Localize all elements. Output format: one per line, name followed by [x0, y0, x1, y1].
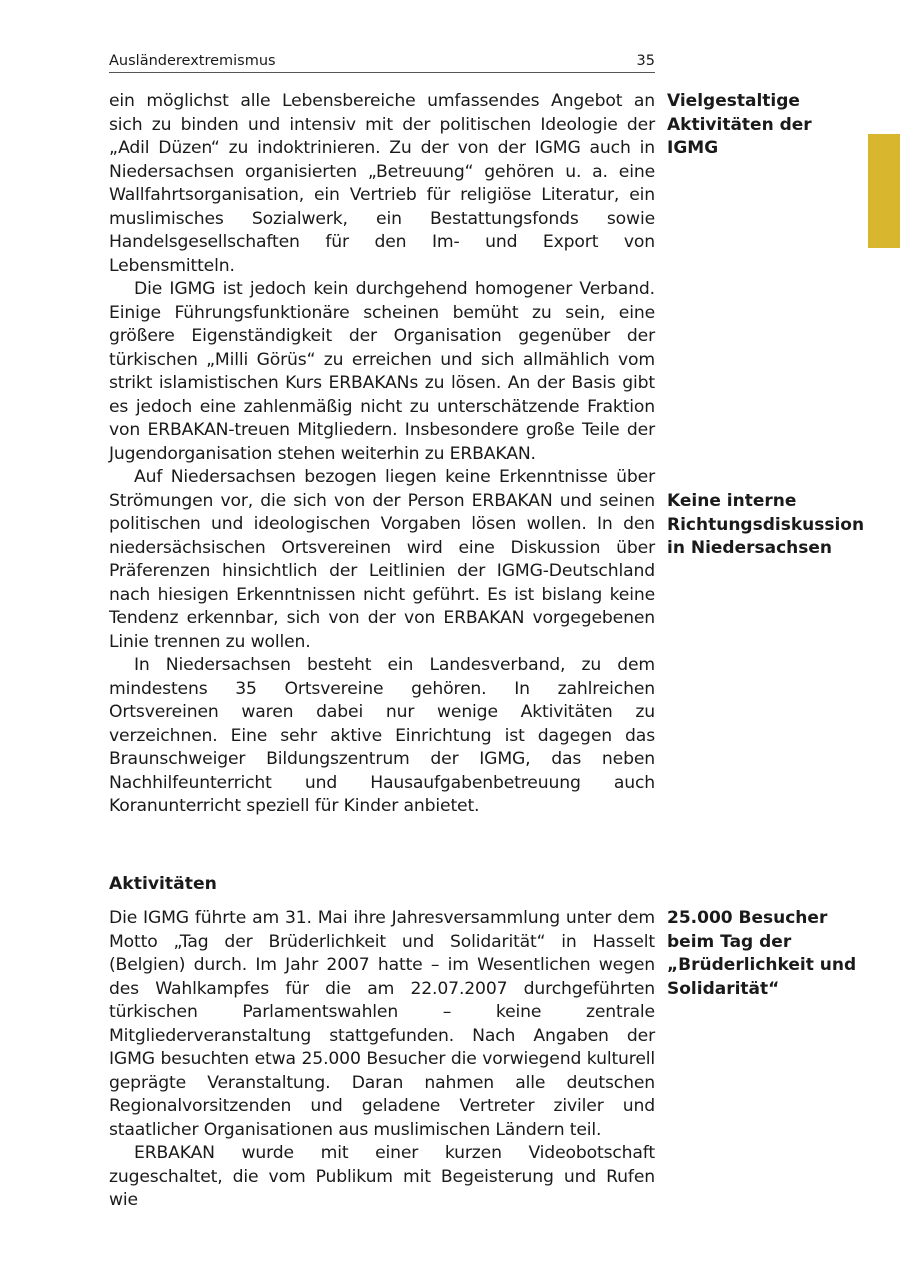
- margin-note-line: Keine interne: [667, 491, 797, 511]
- paragraph: Auf Niedersachsen bezogen liegen keine Erkenntnisse über Strömungen vor, die sich von der Person ERBAKAN und seinen politischen und ideologischen Vorgaben lösen wollen. In den niedersächsischen Ortsvereinen wird eine Diskussion über Präferenzen hinsichtlich der Leitlinien der IGMG-Deutschland nach hiesigen Erkenntnissen nicht geführt. Es ist bislang keine Tendenz erkennbar, sich von der von ERBAKAN vorgegebenen Linie trennen zu wollen.: [109, 467, 655, 652]
- text-block-1: [109, 90, 655, 819]
- margin-note-line: IGMG: [667, 138, 719, 158]
- paragraph: In Niedersachsen besteht ein Landesverband, zu dem mindestens 35 Ortsvereine gehören. In zahlreichen Ortsvereinen waren dabei nur wenige Aktivitäten zu verzeichnen. Eine sehr aktive Einrichtung ist dagegen das Braunschweiger Bildungszentrum der IGMG, das neben Nachhilfeunterricht und Hausaufgabenbetreuung auch Koranunterricht speziell für Kinder anbietet.: [109, 655, 655, 816]
- paragraph: Die IGMG ist jedoch kein durchgehend homogener Verband. Einige Führungsfunktionäre scheinen bemüht zu sein, eine größere Eigenständigkeit der Organisation gegenüber der türkischen „Milli Görüs“ zu erreichen und sich allmählich vom strikt islamistischen Kurs ERBAKANs zu lösen. An der Basis gibt es jedoch eine zahlenmäßig nicht zu unterschätzende Fraktion von ERBAKAN-treuen Mitgliedern. Insbesondere große Teile der Jugendorganisation stehen weiterhin zu ERBAKAN.: [109, 279, 655, 464]
- margin-note-line: beim Tag der: [667, 931, 792, 952]
- running-title: Ausländerextremismus: [109, 53, 276, 69]
- paragraph: ein möglichst alle Lebensbereiche umfassendes Angebot an sich zu binden und intensiv mit der politischen Ideologie der „Adil Düzen“ zu indoktrinieren. Zu der von der IGMG auch in Niedersachsen organisierten „Betreuung“ gehören u. a. eine Wallfahrtsorganisation, ein Vertrieb für religiöse Literatur, ein muslimisches Sozialwerk, ein Bestattungsfonds sowie Handelsgesellschaften für den Im- und Export von Lebensmitteln.: [109, 91, 655, 276]
- section-heading: Aktivitäten: [109, 874, 217, 894]
- paragraph: ERBAKAN wurde mit einer kurzen Videobotschaft zugeschaltet, die vom Publikum mit Begeisterung und Rufen wie: [109, 1143, 655, 1210]
- page-number: 35: [636, 53, 655, 69]
- margin-note-line: Aktivitäten der: [667, 114, 812, 135]
- margin-note-line: Richtungsdiskussion: [667, 514, 865, 535]
- margin-note: [667, 90, 892, 161]
- margin-note-line: Vielgestaltige: [667, 91, 800, 111]
- margin-note: [667, 490, 892, 561]
- margin-note-line: „Brüderlichkeit und: [667, 955, 857, 975]
- margin-note-line: 25.000 Besucher: [667, 908, 828, 928]
- running-header: [109, 53, 655, 73]
- margin-note-line: Solidarität“: [667, 978, 780, 999]
- text-block-2: [109, 907, 655, 1213]
- margin-note: [667, 907, 892, 1001]
- paragraph: Die IGMG führte am 31. Mai ihre Jahresversammlung unter dem Motto „Tag der Brüderlichkeit und Solidarität“ in Hasselt (Belgien) durch. Im Jahr 2007 hatte – im Wesentlichen wegen des Wahlkampfes für die am 22.07.2007 durchgeführten türkischen Parlamentswahlen – keine zentrale Mitgliederveranstaltung stattgefunden. Nach Angaben der IGMG besuchten etwa 25.000 Besucher die vorwiegend kulturell geprägte Veranstaltung. Daran nahmen alle deutschen Regionalvorsitzenden und geladene Vertreter ziviler und staatlicher Organisationen aus muslimischen Ländern teil.: [109, 908, 655, 1140]
- margin-note-line: in Niedersachsen: [667, 538, 833, 558]
